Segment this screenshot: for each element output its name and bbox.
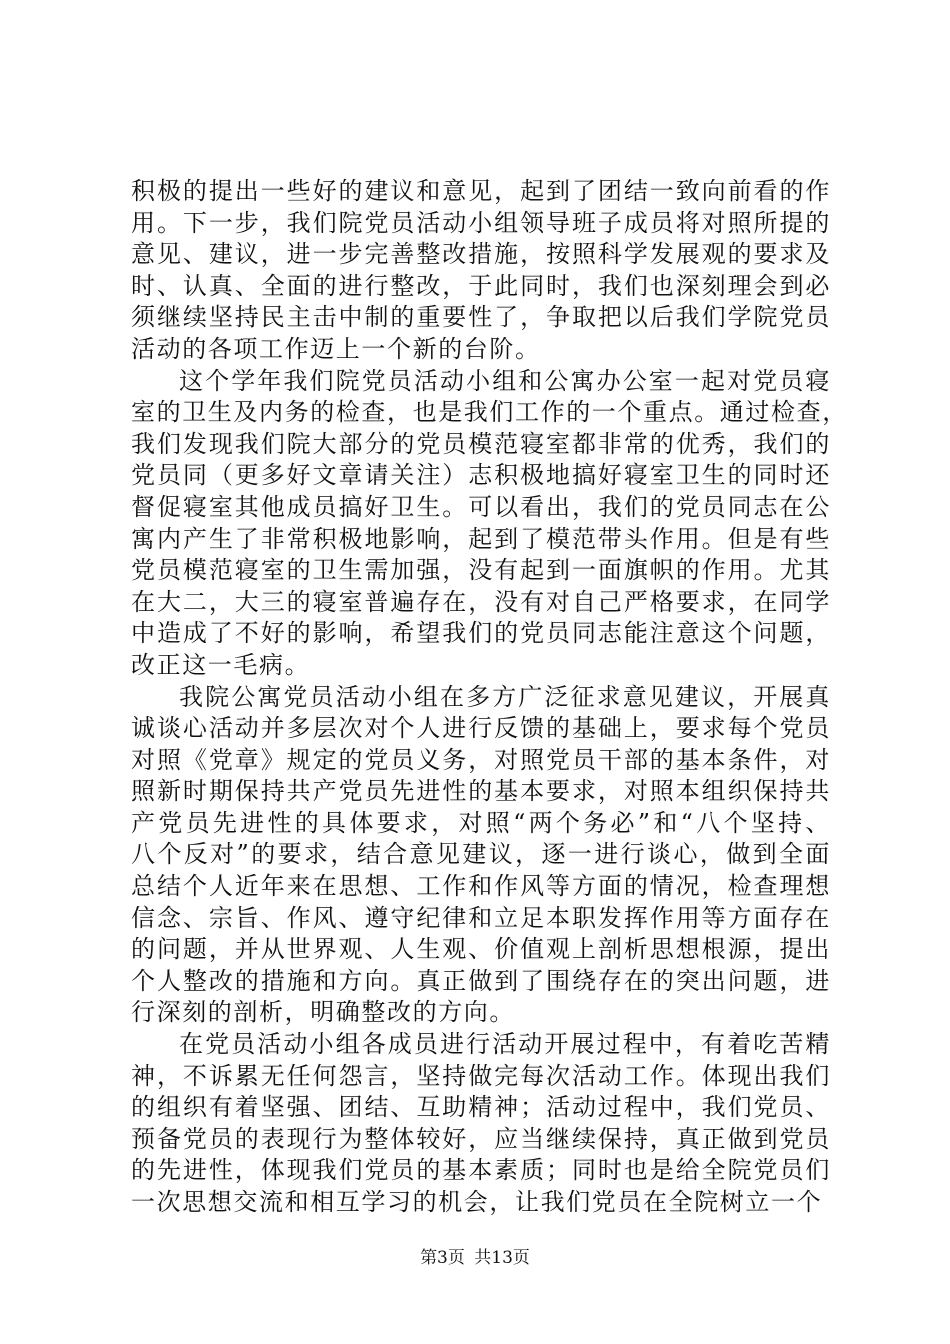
text-line: 预备党员的表现行为整体较好，应当继续保持，真正做到党员 (131, 1124, 831, 1153)
text-line: 一次思想交流和相互学习的机会，让我们党员在全院树立一个 (131, 1188, 823, 1216)
text-line: 须继续坚持民主击中制的重要性了，争取把以后我们学院党员 (131, 303, 831, 332)
text-line: 党员模范寝室的卫生需加强，没有起到一面旗帜的作用。尤其 (131, 556, 831, 585)
text-line: 意见、建议，进一步完善整改措施，按照科学发展观的要求及 (131, 240, 831, 269)
text-line: 行深刻的剖析，明确整改的方向。 (131, 998, 515, 1027)
text-line: 在党员活动小组各成员进行活动开展过程中，有着吃苦精 (179, 1030, 831, 1059)
text-line: 信念、宗旨、作风、遵守纪律和立足本职发挥作用等方面存在 (131, 903, 831, 932)
text-line: 八个反对”的要求，结合意见建议，逐一进行谈心，做到全面 (131, 840, 831, 869)
text-line: 中造成了不好的影响，希望我们的党员同志能注意这个问题， (131, 619, 831, 648)
text-line: 的组织有着坚强、团结、互助精神；活动过程中，我们党员、 (131, 1093, 831, 1122)
text-line: 我院公寓党员活动小组在多方广泛征求意见建议，开展真 (179, 682, 831, 711)
paragraph (131, 176, 831, 366)
page-number: 第3页 (420, 1248, 465, 1268)
document-body (131, 176, 848, 1219)
text-line: 的先进性，体现我们党员的基本素质；同时也是给全院党员们 (131, 1156, 831, 1185)
paragraph (131, 366, 848, 682)
text-line: 诚谈心活动并多层次对个人进行反馈的基础上，要求每个党员 (131, 714, 831, 743)
text-line: 活动的各项工作迈上一个新的台阶。 (131, 334, 541, 363)
text-line: 总结个人近年来在思想、工作和作风等方面的情况，检查理想 (131, 872, 831, 901)
text-line: 党员同（更多好文章请关注）志积极地搞好寝室卫生的同时还 (131, 461, 831, 490)
text-line: 照新时期保持共产党员先进性的基本要求，对照本组织保持共 (131, 777, 831, 806)
text-line: 的问题，并从世界观、人生观、价值观上剖析思想根源，提出 (131, 935, 831, 964)
text-line: 寓内产生了非常积极地影响，起到了模范带头作用。但是有些 (131, 524, 831, 553)
text-line: 积极的提出一些好的建议和意见，起到了团结一致向前看的作 (131, 177, 831, 205)
text-line: 我们发现我们院大部分的党员模范寝室都非常的优秀，我们的 (131, 429, 831, 458)
text-line: 督促寝室其他成员搞好卫生。可以看出，我们的党员同志在公 (131, 492, 831, 521)
text-line: 产党员先进性的具体要求，对照“两个务必”和“八个坚持、 (131, 808, 831, 837)
paragraph (131, 1029, 831, 1219)
text-line: 用。下一步，我们院党员活动小组领导班子成员将对照所提的 (131, 208, 831, 237)
text-line: 对照《党章》规定的党员义务，对照党员干部的基本条件，对 (131, 745, 831, 774)
text-line: 时、认真、全面的进行整改，于此同时，我们也深刻理会到必 (131, 271, 831, 300)
text-line: 改正这一毛病。 (131, 650, 311, 679)
text-line: 这个学年我们院党员活动小组和公寓办公室一起对党员寝 (179, 366, 831, 395)
text-line: 室的卫生及内务的检查，也是我们工作的一个重点。通过检查， (131, 398, 848, 427)
page-footer (0, 1243, 950, 1268)
paragraph (131, 682, 831, 1030)
text-line: 在大二，大三的寝室普遍存在，没有对自己严格要求，在同学 (131, 587, 831, 616)
text-line: 个人整改的措施和方向。真正做到了围绕存在的突出问题，进 (131, 966, 831, 995)
page-total: 共13页 (474, 1248, 530, 1268)
text-line: 神，不诉累无任何怨言，坚持做完每次活动工作。体现出我们 (131, 1061, 831, 1090)
